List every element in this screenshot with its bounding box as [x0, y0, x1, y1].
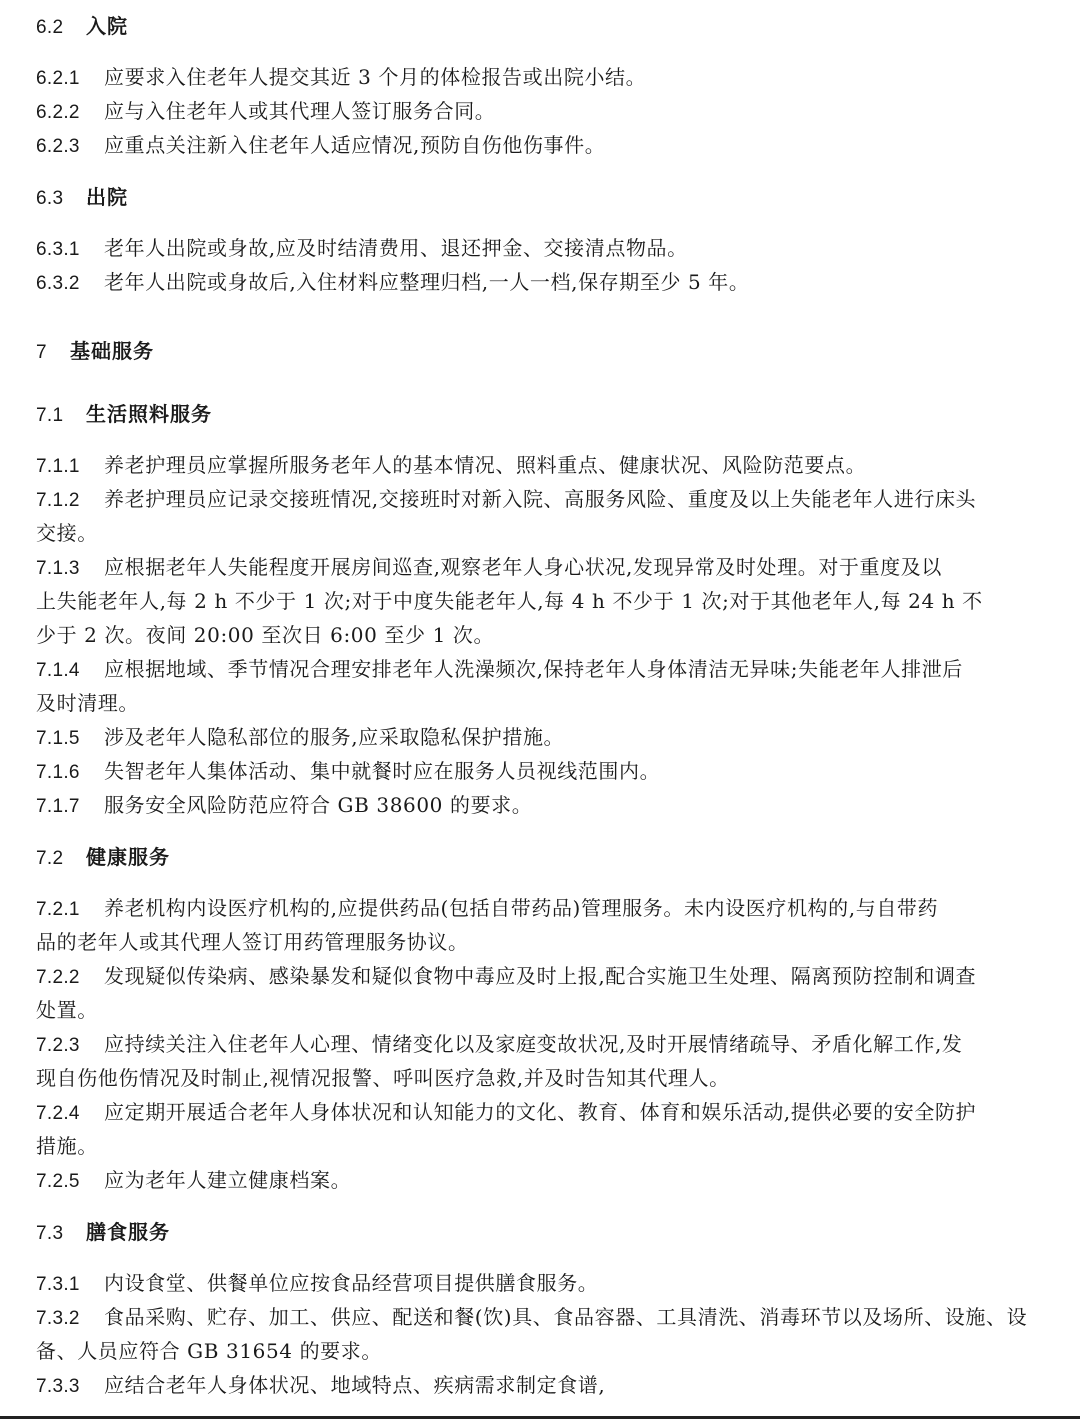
clause-text: 应重点关注新入住老年人适应情况,预防自伤他伤事件。 [104, 133, 606, 157]
section-number: 6.2 [36, 17, 64, 38]
clause-text: 应与入住老年人或其代理人签订服务合同。 [104, 99, 496, 123]
clause-7-1-4-continued [36, 690, 1048, 716]
clause-number: 6.3.1 [36, 239, 80, 260]
clause-text: 应要求入住老年人提交其近 3 个月的体检报告或出院小结。 [104, 65, 647, 89]
clause-text: 应持续关注入住老年人心理、情绪变化以及家庭变故状况,及时开展情绪疏导、矛盾化解工作,发 [104, 1032, 963, 1056]
clause-text: 少于 2 次。夜间 20:00 至次日 6:00 至少 1 次。 [36, 623, 495, 647]
clause-text: 上失能老年人,每 2 h 不少于 1 次;对于中度失能老年人,每 4 h 不少于 1 次;对于其他老年人,每 24 h 不 [36, 589, 983, 613]
clause-text: 品的老年人或其代理人签订用药管理服务协议。 [36, 930, 469, 954]
clause-text: 应结合老年人身体状况、地域特点、疾病需求制定食谱, [104, 1373, 606, 1397]
clause-number: 7.2.2 [36, 967, 80, 988]
clause-7-2-3-continued [36, 1065, 1048, 1091]
clause-text: 内设食堂、供餐单位应按食品经营项目提供膳食服务。 [104, 1271, 599, 1295]
clause-number: 6.3.2 [36, 273, 80, 294]
clause-number: 7.1.2 [36, 490, 80, 511]
clause-6-2-2 [36, 98, 1048, 124]
clause-7-3-2 [36, 1304, 1048, 1330]
section-number: 7.3 [36, 1223, 64, 1244]
clause-7-2-5 [36, 1167, 1048, 1193]
chapter-title: 基础服务 [70, 339, 154, 363]
clause-text: 涉及老年人隐私部位的服务,应采取隐私保护措施。 [104, 725, 565, 749]
clause-text: 现自伤他伤情况及时制止,视情况报警、呼叫医疗急救,并及时告知其代理人。 [36, 1066, 730, 1090]
clause-text: 失智老年人集体活动、集中就餐时应在服务人员视线范围内。 [104, 759, 661, 783]
section-number: 7.1 [36, 405, 64, 426]
clause-number: 7.1.6 [36, 762, 80, 783]
section-heading-6-2 [36, 13, 1048, 39]
clause-text: 食品采购、贮存、加工、供应、配送和餐(饮)具、食品容器、工具清洗、消毒环节以及场所、设施、设 [104, 1305, 1028, 1329]
clause-7-1-3 [36, 554, 1048, 580]
clause-7-2-2-continued [36, 997, 1048, 1023]
section-title: 健康服务 [86, 845, 170, 869]
clause-text: 备、人员应符合 GB 31654 的要求。 [36, 1339, 382, 1363]
clause-text: 养老护理员应掌握所服务老年人的基本情况、照料重点、健康状况、风险防范要点。 [104, 453, 867, 477]
clause-number: 7.3.1 [36, 1274, 80, 1295]
clause-number: 7.1.7 [36, 796, 80, 817]
section-title: 入院 [86, 14, 128, 38]
clause-number: 6.2.3 [36, 136, 80, 157]
section-number: 6.3 [36, 188, 64, 209]
clause-7-2-3 [36, 1031, 1048, 1057]
clause-7-1-5 [36, 724, 1048, 750]
clause-text: 应根据地域、季节情况合理安排老年人洗澡频次,保持老年人身体清洁无异味;失能老年人排泄后 [104, 657, 963, 681]
clause-text: 养老护理员应记录交接班情况,交接班时对新入院、高服务风险、重度及以上失能老年人进行床头 [104, 487, 977, 511]
clause-text: 应为老年人建立健康档案。 [104, 1168, 352, 1192]
clause-7-3-3 [36, 1372, 1048, 1398]
clause-7-3-1 [36, 1270, 1048, 1296]
clause-text: 应定期开展适合老年人身体状况和认知能力的文化、教育、体育和娱乐活动,提供必要的安全防护 [104, 1100, 977, 1124]
clause-text: 老年人出院或身故,应及时结清费用、退还押金、交接清点物品。 [104, 236, 688, 260]
section-heading-7-3 [36, 1219, 1048, 1245]
clause-number: 7.3.3 [36, 1376, 80, 1397]
clause-7-3-2-continued [36, 1338, 1048, 1364]
clause-7-1-1 [36, 452, 1048, 478]
section-number: 7.2 [36, 848, 64, 869]
clause-7-2-4 [36, 1099, 1048, 1125]
clause-number: 7.2.1 [36, 899, 80, 920]
clause-text: 应根据老年人失能程度开展房间巡查,观察老年人身心状况,发现异常及时处理。对于重度及以 [104, 555, 942, 579]
clause-7-1-3-continued [36, 588, 1048, 614]
clause-6-2-1 [36, 64, 1048, 90]
chapter-number: 7 [36, 342, 47, 363]
clause-text: 服务安全风险防范应符合 GB 38600 的要求。 [104, 793, 533, 817]
clause-6-2-3 [36, 132, 1048, 158]
clause-7-2-2 [36, 963, 1048, 989]
clause-number: 7.1.1 [36, 456, 80, 477]
clause-7-1-6 [36, 758, 1048, 784]
clause-number: 7.2.4 [36, 1103, 80, 1124]
chapter-heading-7 [36, 338, 1048, 364]
clause-text: 老年人出院或身故后,入住材料应整理归档,一人一档,保存期至少 5 年。 [104, 270, 750, 294]
clause-7-2-1 [36, 895, 1048, 921]
clause-number: 7.1.5 [36, 728, 80, 749]
section-title: 出院 [86, 185, 128, 209]
clause-text: 处置。 [36, 998, 98, 1022]
clause-7-2-4-continued [36, 1133, 1048, 1159]
clause-7-1-2-continued [36, 520, 1048, 546]
clause-7-1-2 [36, 486, 1048, 512]
clause-7-2-1-continued [36, 929, 1048, 955]
clause-text: 发现疑似传染病、感染暴发和疑似食物中毒应及时上报,配合实施卫生处理、隔离预防控制和调查 [104, 964, 977, 988]
clause-text: 措施。 [36, 1134, 98, 1158]
section-title: 膳食服务 [86, 1220, 170, 1244]
clause-text: 养老机构内设医疗机构的,应提供药品(包括自带药品)管理服务。未内设医疗机构的,与自带药 [104, 896, 939, 920]
clause-number: 7.1.4 [36, 660, 80, 681]
section-title: 生活照料服务 [86, 402, 212, 426]
clause-7-1-7 [36, 792, 1048, 818]
clause-7-1-4 [36, 656, 1048, 682]
section-heading-7-2 [36, 844, 1048, 870]
clause-number: 7.3.2 [36, 1308, 80, 1329]
clause-number: 7.1.3 [36, 558, 80, 579]
clause-text: 及时清理。 [36, 691, 139, 715]
clause-number: 7.2.3 [36, 1035, 80, 1056]
clause-7-1-3-continued-2 [36, 622, 1048, 648]
clause-number: 6.2.2 [36, 102, 80, 123]
section-heading-6-3 [36, 184, 1048, 210]
clause-6-3-1 [36, 235, 1048, 261]
clause-number: 6.2.1 [36, 68, 80, 89]
section-heading-7-1 [36, 401, 1048, 427]
clause-text: 交接。 [36, 521, 98, 545]
clause-number: 7.2.5 [36, 1171, 80, 1192]
clause-6-3-2 [36, 269, 1048, 295]
